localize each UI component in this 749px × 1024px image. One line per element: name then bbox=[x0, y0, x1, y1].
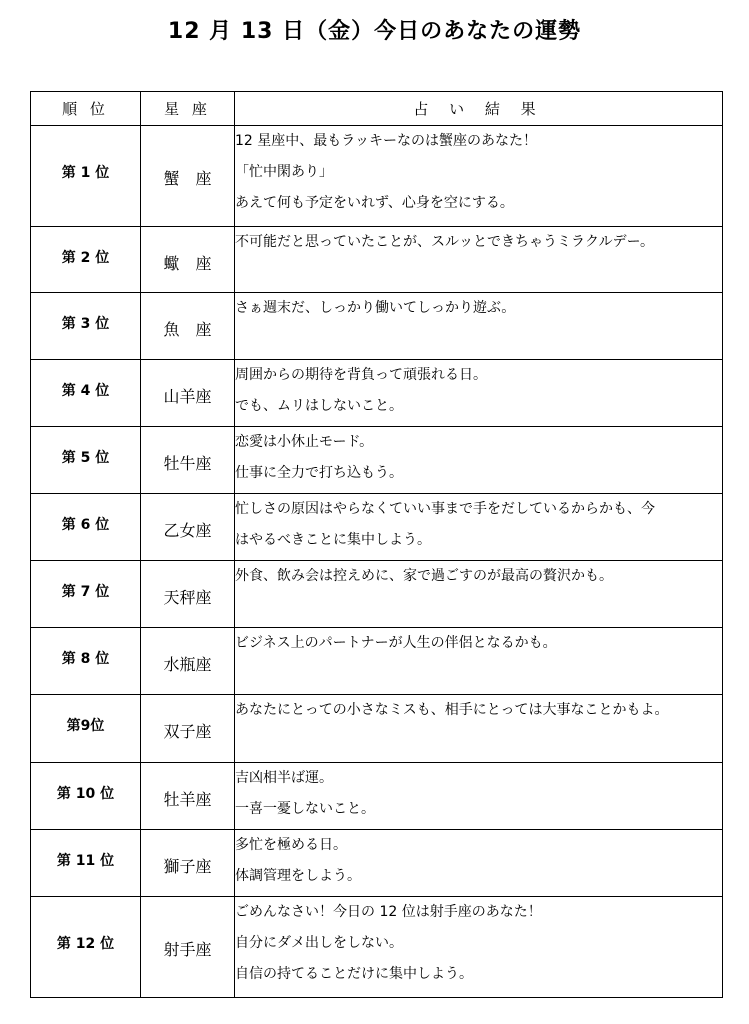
sign-cell bbox=[141, 293, 235, 360]
result-line: ごめんなさい！今日の 12 位は射手座のあなた！ bbox=[235, 904, 542, 920]
result-line: 仕事に全力で打ち込もう。 bbox=[235, 465, 403, 481]
rank-cell bbox=[31, 561, 141, 628]
result-line: 恋愛は小休止モード。 bbox=[235, 434, 374, 450]
page-title: 12 月 13 日（金）今日のあなたの運勢 bbox=[167, 19, 582, 44]
sign-cell bbox=[141, 628, 235, 695]
sign-cell bbox=[141, 763, 235, 830]
result-line: さぁ週末だ、しっかり働いてしっかり遊ぶ。 bbox=[235, 300, 516, 316]
rank-cell bbox=[31, 227, 141, 293]
sign-label: 射手座 bbox=[163, 940, 212, 959]
fortune-table bbox=[30, 91, 723, 998]
result-cell bbox=[235, 763, 723, 830]
result-cell bbox=[235, 427, 723, 494]
result-line: でも、ムリはしないこと。 bbox=[235, 398, 403, 414]
result-line: はやるべきことに集中しよう。 bbox=[235, 532, 431, 548]
result-cell bbox=[235, 494, 723, 561]
result-line: 「忙中閑あり」 bbox=[235, 164, 333, 180]
sign-label: 乙女座 bbox=[163, 521, 212, 540]
sign-label: 山羊座 bbox=[163, 387, 212, 406]
rank-label: 第 11 位 bbox=[56, 853, 115, 869]
table-row bbox=[31, 561, 723, 628]
rank-cell bbox=[31, 897, 141, 998]
header-rank: 順 位 bbox=[31, 92, 141, 126]
sign-label: 牡羊座 bbox=[163, 790, 212, 809]
header-result: 占 い 結 果 bbox=[235, 92, 723, 126]
table-row bbox=[31, 897, 723, 998]
rank-cell bbox=[31, 763, 141, 830]
result-cell bbox=[235, 695, 723, 763]
rank-label: 第9位 bbox=[66, 718, 105, 734]
rank-cell bbox=[31, 360, 141, 427]
rank-label: 第 8 位 bbox=[61, 651, 110, 667]
result-line: 周囲からの期待を背負って頑張れる日。 bbox=[235, 367, 487, 383]
rank-label: 第 6 位 bbox=[61, 517, 110, 533]
sign-cell bbox=[141, 227, 235, 293]
rank-cell bbox=[31, 293, 141, 360]
result-line: 多忙を極める日。 bbox=[235, 837, 347, 853]
table-row bbox=[31, 830, 723, 897]
rank-cell bbox=[31, 830, 141, 897]
result-line: ビジネス上のパートナーが人生の伴侶となるかも。 bbox=[235, 635, 557, 651]
sign-cell bbox=[141, 126, 235, 227]
result-line: 自信の持てることだけに集中しよう。 bbox=[235, 966, 473, 982]
header-sign: 星 座 bbox=[141, 92, 235, 126]
sign-cell bbox=[141, 427, 235, 494]
sign-label: 水瓶座 bbox=[163, 655, 212, 674]
rank-label: 第 1 位 bbox=[61, 165, 110, 181]
sign-cell bbox=[141, 830, 235, 897]
result-cell bbox=[235, 628, 723, 695]
sign-label: 蠍 座 bbox=[163, 254, 212, 273]
sign-cell bbox=[141, 897, 235, 998]
rank-cell bbox=[31, 628, 141, 695]
rank-cell bbox=[31, 695, 141, 763]
table-row bbox=[31, 227, 723, 293]
result-cell bbox=[235, 227, 723, 293]
result-line: 外食、飲み会は控えめに、家で過ごすのが最高の贅沢かも。 bbox=[235, 568, 613, 584]
table-header-row bbox=[31, 92, 723, 126]
rank-label: 第 4 位 bbox=[61, 383, 110, 399]
sign-label: 魚 座 bbox=[163, 320, 212, 339]
rank-label: 第 12 位 bbox=[56, 936, 115, 952]
sign-label: 蟹 座 bbox=[163, 169, 212, 188]
result-line: 不可能だと思っていたことが、スルッとできちゃうミラクルデー。 bbox=[235, 234, 655, 250]
result-cell bbox=[235, 561, 723, 628]
sign-cell bbox=[141, 695, 235, 763]
table-row bbox=[31, 126, 723, 227]
result-cell bbox=[235, 360, 723, 427]
rank-label: 第 2 位 bbox=[61, 250, 110, 266]
result-line: 体調管理をしよう。 bbox=[235, 868, 361, 884]
rank-label: 第 7 位 bbox=[61, 584, 110, 600]
result-line: あえて何も予定をいれず、心身を空にする。 bbox=[235, 195, 514, 211]
result-cell bbox=[235, 830, 723, 897]
result-line: 12 星座中、最もラッキーなのは蟹座のあなた！ bbox=[235, 133, 537, 149]
sign-cell bbox=[141, 561, 235, 628]
result-line: 吉凶相半ば運。 bbox=[235, 770, 333, 786]
sign-label: 天秤座 bbox=[163, 588, 212, 607]
table-row bbox=[31, 695, 723, 763]
sign-label: 双子座 bbox=[163, 722, 212, 741]
rank-cell bbox=[31, 126, 141, 227]
table-row bbox=[31, 628, 723, 695]
table-row bbox=[31, 763, 723, 830]
table-row bbox=[31, 427, 723, 494]
result-line: あなたにとっての小さなミスも、相手にとっては大事なことかもよ。 bbox=[235, 702, 669, 718]
table-row bbox=[31, 293, 723, 360]
sign-label: 獅子座 bbox=[163, 857, 212, 876]
sign-label: 牡牛座 bbox=[163, 454, 212, 473]
rank-label: 第 10 位 bbox=[56, 786, 115, 802]
result-line: 忙しさの原因はやらなくていい事まで手をだしているからかも、今 bbox=[235, 501, 655, 517]
result-line: 自分にダメ出しをしない。 bbox=[235, 935, 403, 951]
result-cell bbox=[235, 293, 723, 360]
sign-cell bbox=[141, 360, 235, 427]
result-cell bbox=[235, 126, 723, 227]
rank-cell bbox=[31, 427, 141, 494]
table-row bbox=[31, 494, 723, 561]
table-row bbox=[31, 360, 723, 427]
sign-cell bbox=[141, 494, 235, 561]
rank-cell bbox=[31, 494, 141, 561]
result-line: 一喜一憂しないこと。 bbox=[235, 801, 375, 817]
rank-label: 第 3 位 bbox=[61, 316, 110, 332]
result-cell bbox=[235, 897, 723, 998]
rank-label: 第 5 位 bbox=[61, 450, 110, 466]
